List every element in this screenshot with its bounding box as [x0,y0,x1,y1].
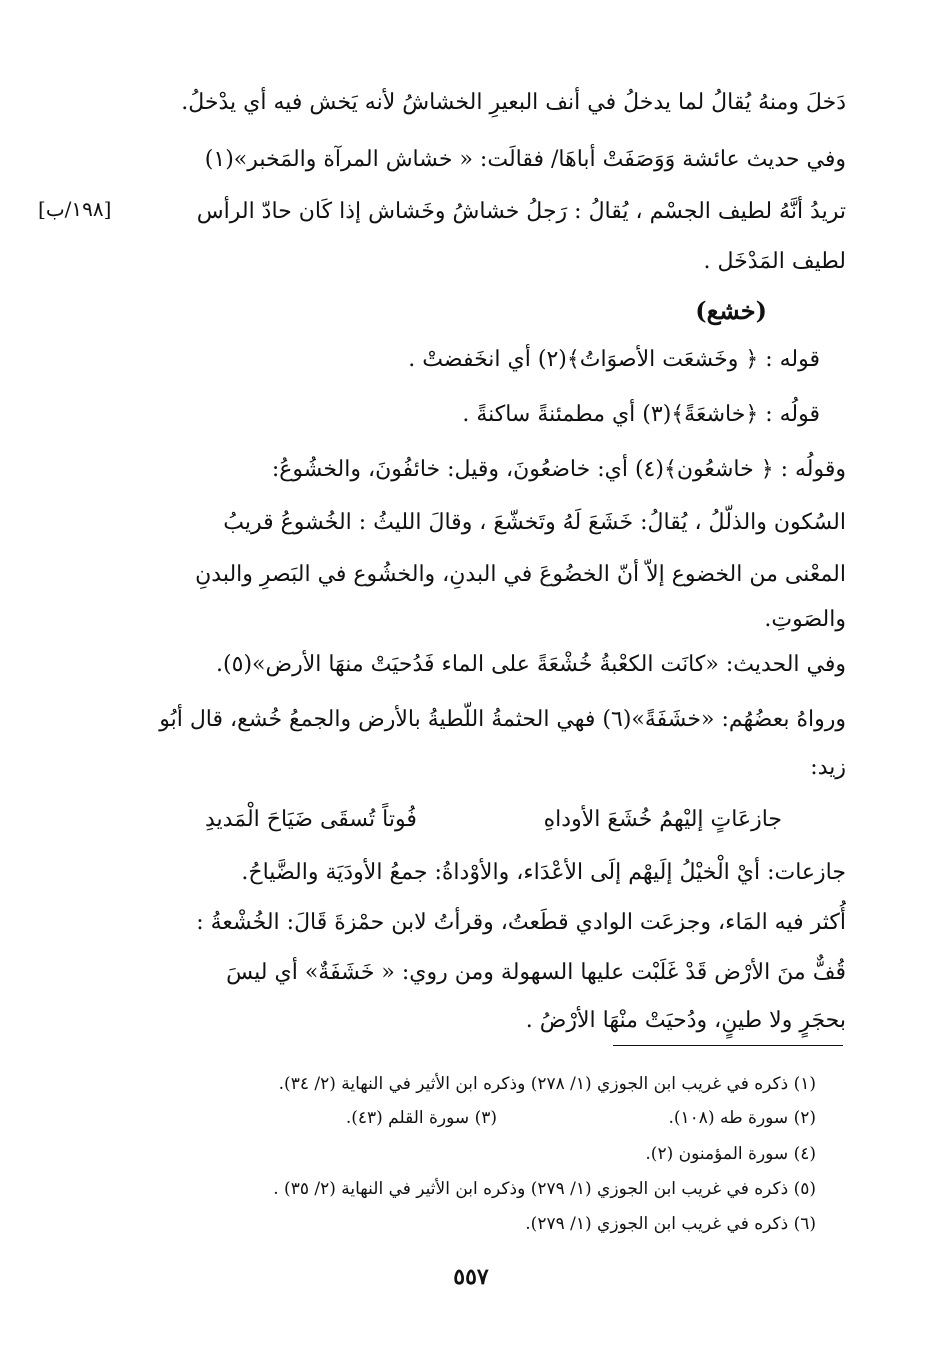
quote-line-1: قوله : ﴿ وخَشعَت الأصوَاتُ﴾(٢) أي انخَفضتْ . [408,347,820,372]
text-line-3: تريدُ أنَّهُ لطيف الجسْم ، يُقالُ : رَجلُ خشاشُ وخَشاش إذا كَان حادّ الرأس [196,199,846,224]
footnote-5: (٥) ذكره في غريب ابن الجوزي (١/ ٢٧٩) وذكره ابن الأثير في النهاية (٢/ ٣٥) . [273,1179,816,1199]
manuscript-folio-note: [١٩٨/ب] [38,197,112,221]
footnote-2: (٢) سورة طه (١٠٨). [668,1108,816,1128]
section-heading: (خشع) [695,296,767,325]
commentary-line-4: بحجَرٍ ولا طينٍ، ودُحيَتْ منْهَا الأرْضُ . [525,1008,846,1033]
footnote-4: (٤) سورة المؤمنون (٢). [645,1144,816,1164]
text-line-2: وفي حديث عائشة وَوَصَفَتْ أباهَا/ فقالَت: « خشاش المرآة والمَخبر»(١) [204,147,846,172]
quote-line-3a: وقولُه : ﴿ خاشعُون﴾(٤) أي: خاضعُونَ، وقيل: خائفُونَ، والخشُوعُ: [271,457,846,482]
hadith-line-3: زيد: [810,755,846,780]
hadith-line-1: وفي الحديث: «كانَت الكعْبةُ خُشْعَةً على الماء فَدُحيَتْ منهَا الأرض»(٥). [216,652,846,677]
quote-line-3c: المعْنى من الخضوع إلاّ أنّ الخضُوعَ في البدنِ، والخشُوع في البَصرِ والبدنِ [195,562,846,587]
footnote-6: (٦) ذكره في غريب ابن الجوزي (١/ ٢٧٩). [525,1214,816,1234]
page-number: ٥٥٧ [453,1264,489,1290]
footnote-3: (٣) سورة القلم (٤٣). [345,1108,497,1128]
commentary-line-3: قُفٌّ منَ الأرْض قَدْ غَلَبْت عليها السهولة ومن روي: « خَشَفَةٌ» أي ليسَ [226,960,846,985]
text-line-1: دَخلَ ومنهُ يُقالُ لما يدخلُ في أنف البعيرِ الخشاشُ لأنه يَخش فيه أي يدْخلُ. [181,90,846,115]
quote-line-3d: والصَوتِ. [764,607,846,632]
quote-line-2: قولُه : ﴿خاشعَةً﴾(٣) أي مطمئنةً ساكنةً . [462,402,820,427]
footnote-1: (١) ذكره في غريب ابن الجوزي (١/ ٢٧٨) وذكره ابن الأثير في النهاية (٢/ ٣٤). [278,1074,816,1094]
text-line-4: لطيف المَدْخَل . [703,249,846,274]
verse-second-hemistich: فُوتاً تُسقَى ضَيَاحَ الْمَديدِ [205,807,417,832]
footnote-separator [613,1045,843,1046]
hadith-line-2: ورواهُ بعضُهُم: «خشَفَةً»(٦) فهي الحثمةُ اللّطيةُ بالأرض والجمعُ خُشع، قال أبُو [159,707,846,732]
quote-line-3b: السُكون والذلّلُ ، يُقالُ: خَشَعَ لَهُ وتَخشّعَ ، وقالَ الليثُ : الخُشوعُ قريبُ [223,510,846,535]
verse-first-hemistich: جازعَاتٍ إليْهمُ خُشَعَ الأوداهِ [543,807,782,832]
commentary-line-1: جازعات: أيْ الْخيْلُ إلَيهْم إلَى الأعْدَاء، والأوْداةُ: جمعُ الأودَيَة والضَّياحُ. [241,860,846,885]
commentary-line-2: أُكثر فيه المَاء، وجزعَت الوادي قطَعتُ، وقرأتُ لابن حمْزةَ قَالَ: الخُشْعةُ : [196,910,846,935]
